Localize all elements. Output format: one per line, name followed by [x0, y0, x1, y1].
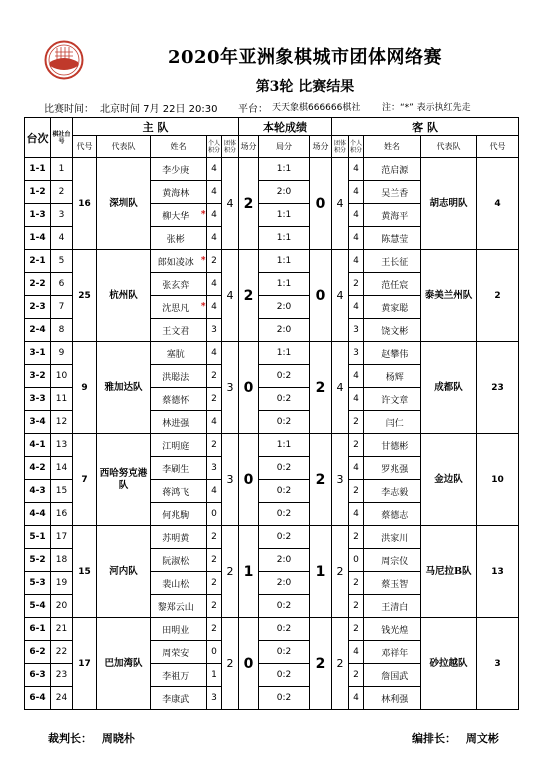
col-header-away: 客 队	[332, 118, 519, 136]
board-number: 5-2	[25, 549, 51, 572]
game-score: 0:2	[259, 480, 310, 503]
board-number: 6-3	[25, 664, 51, 687]
away-code: 2	[477, 250, 519, 342]
home-player-points: 2	[207, 526, 222, 549]
board-number: 2-2	[25, 273, 51, 296]
game-score: 0:2	[259, 687, 310, 710]
platform-label: 平台：	[238, 104, 268, 115]
home-team-score: 4	[222, 250, 239, 342]
board-number: 6-1	[25, 618, 51, 641]
col-header-indiv-score: 个人积分	[207, 136, 222, 158]
home-player-points: 3	[207, 319, 222, 342]
away-player-points: 2	[349, 572, 364, 595]
home-player-points: 2	[207, 618, 222, 641]
away-player-name: 范启源	[370, 158, 421, 181]
seat-number: 3	[51, 204, 73, 227]
board-number: 2-4	[25, 319, 51, 342]
home-team-score: 3	[222, 342, 239, 434]
away-player-points: 4	[349, 365, 364, 388]
away-team: 金边队	[421, 434, 477, 526]
home-player-name: 苏明黄	[151, 526, 201, 549]
col-header-round: 台次	[25, 118, 51, 158]
away-team-score: 4	[332, 250, 349, 342]
home-team: 深圳队	[97, 158, 151, 250]
game-score: 0:2	[259, 503, 310, 526]
seat-number: 15	[51, 480, 73, 503]
game-score: 0:2	[259, 388, 310, 411]
table-row	[25, 618, 519, 641]
col-header-match-score: 场分	[239, 136, 259, 158]
col-header-home: 主 队	[73, 118, 239, 136]
away-player-points: 4	[349, 687, 364, 710]
col-header-name: 姓名	[151, 136, 207, 158]
home-code: 9	[73, 342, 97, 434]
away-player-name: 许文章	[370, 388, 421, 411]
away-player-points: 2	[349, 526, 364, 549]
page-title: 2020年亚洲象棋城市团体网络赛	[167, 47, 443, 68]
board-number: 4-1	[25, 434, 51, 457]
home-player-points: 2	[207, 549, 222, 572]
home-first-move-mark: *	[201, 296, 207, 319]
results-table	[24, 117, 519, 710]
seat-number: 18	[51, 549, 73, 572]
board-number: 5-1	[25, 526, 51, 549]
game-score: 1:1	[259, 158, 310, 181]
col-header-name-away: 姓名	[364, 136, 421, 158]
home-player-name: 李康武	[151, 687, 201, 710]
col-header-team-score: 团体积分	[222, 136, 239, 158]
away-player-name: 饶文彬	[370, 319, 421, 342]
home-match-score: 2	[239, 158, 259, 250]
table-row	[25, 250, 519, 273]
away-player-points: 4	[349, 457, 364, 480]
col-header-code-away: 代号	[477, 136, 519, 158]
away-match-score: 1	[310, 526, 332, 618]
away-team-score: 4	[332, 342, 349, 434]
referee-signature	[48, 730, 135, 746]
seat-number: 13	[51, 434, 73, 457]
away-code: 13	[477, 526, 519, 618]
game-score: 0:2	[259, 595, 310, 618]
away-player-name: 邓祥年	[370, 641, 421, 664]
away-player-name: 甘德彬	[370, 434, 421, 457]
home-team: 雅加达队	[97, 342, 151, 434]
away-player-points: 2	[349, 618, 364, 641]
away-player-name: 杨辉	[370, 365, 421, 388]
arranger-label: 编排长：	[412, 732, 456, 745]
game-score: 1:1	[259, 434, 310, 457]
board-number: 6-4	[25, 687, 51, 710]
home-match-score: 0	[239, 342, 259, 434]
home-player-name: 阮淑松	[151, 549, 201, 572]
away-player-name: 洪家川	[370, 526, 421, 549]
away-player-name: 赵攀伟	[370, 342, 421, 365]
home-player-name: 何兆駒	[151, 503, 201, 526]
chess-city-logo	[44, 40, 84, 80]
seat-number: 11	[51, 388, 73, 411]
table-row	[25, 342, 519, 365]
col-header-game-score: 局分	[259, 136, 310, 158]
away-team-score: 4	[332, 158, 349, 250]
home-player-name: 张彬	[151, 227, 201, 250]
home-player-name: 黄海林	[151, 181, 201, 204]
col-header-indiv-score-away: 个人积分	[349, 136, 364, 158]
home-player-name: 江明庭	[151, 434, 201, 457]
game-score: 2:0	[259, 319, 310, 342]
board-number: 1-2	[25, 181, 51, 204]
home-player-points: 2	[207, 572, 222, 595]
board-number: 1-4	[25, 227, 51, 250]
game-score: 0:2	[259, 457, 310, 480]
home-player-name: 李少庚	[151, 158, 201, 181]
game-score: 2:0	[259, 296, 310, 319]
away-match-score: 2	[310, 434, 332, 526]
home-player-name: 蒋鸿飞	[151, 480, 201, 503]
game-score: 1:1	[259, 204, 310, 227]
seat-number: 7	[51, 296, 73, 319]
board-number: 6-2	[25, 641, 51, 664]
home-player-name: 李祖万	[151, 664, 201, 687]
board-number: 2-1	[25, 250, 51, 273]
away-player-points: 2	[349, 480, 364, 503]
seat-number: 22	[51, 641, 73, 664]
board-number: 4-4	[25, 503, 51, 526]
home-player-points: 2	[207, 388, 222, 411]
col-header-team-away: 代表队	[421, 136, 477, 158]
home-code: 17	[73, 618, 97, 710]
home-player-points: 4	[207, 227, 222, 250]
col-header-seat: 棋社台号	[51, 118, 73, 158]
away-player-points: 4	[349, 250, 364, 273]
away-code: 3	[477, 618, 519, 710]
away-player-points: 4	[349, 388, 364, 411]
game-score: 2:0	[259, 181, 310, 204]
away-player-points: 4	[349, 296, 364, 319]
home-team: 巴加湾队	[97, 618, 151, 710]
game-score: 1:1	[259, 273, 310, 296]
home-code: 15	[73, 526, 97, 618]
note-text: 注：“*” 表示执红先走	[382, 103, 471, 113]
away-match-score: 2	[310, 342, 332, 434]
away-player-points: 4	[349, 641, 364, 664]
home-first-move-mark: *	[201, 250, 207, 273]
home-player-points: 4	[207, 480, 222, 503]
home-player-name: 塞肮	[151, 342, 201, 365]
home-player-name: 裴山松	[151, 572, 201, 595]
page-subtitle: 第3轮 比赛结果	[255, 79, 355, 95]
home-player-points: 4	[207, 158, 222, 181]
home-first-move-mark: *	[201, 204, 207, 227]
away-player-points: 2	[349, 411, 364, 434]
away-player-name: 罗兆强	[370, 457, 421, 480]
game-score: 2:0	[259, 549, 310, 572]
seat-number: 16	[51, 503, 73, 526]
board-number: 1-1	[25, 158, 51, 181]
away-player-name: 闫仁	[370, 411, 421, 434]
away-player-points: 2	[349, 595, 364, 618]
referee-name: 周晓朴	[101, 732, 135, 745]
time-value: 北京时间 7月 22日 20:30	[100, 104, 218, 115]
home-player-points: 0	[207, 641, 222, 664]
board-number: 4-2	[25, 457, 51, 480]
home-player-name: 柳大华	[151, 204, 201, 227]
home-team: 西哈努克港队	[97, 434, 151, 526]
home-player-name: 张玄弈	[151, 273, 201, 296]
away-player-name: 詹国武	[370, 664, 421, 687]
away-player-points: 2	[349, 273, 364, 296]
home-player-name: 王文君	[151, 319, 201, 342]
time-label: 比赛时间：	[44, 104, 94, 115]
away-player-points: 4	[349, 158, 364, 181]
game-score: 1:1	[259, 227, 310, 250]
away-player-points: 2	[349, 664, 364, 687]
board-number: 5-4	[25, 595, 51, 618]
seat-number: 24	[51, 687, 73, 710]
col-header-result: 本轮成绩	[239, 118, 332, 136]
home-player-points: 2	[207, 434, 222, 457]
away-player-points: 4	[349, 204, 364, 227]
away-player-name: 王清白	[370, 595, 421, 618]
board-number: 3-4	[25, 411, 51, 434]
board-number: 2-3	[25, 296, 51, 319]
home-team-score: 2	[222, 618, 239, 710]
home-code: 7	[73, 434, 97, 526]
col-header-code: 代号	[73, 136, 97, 158]
home-player-name: 沈思凡	[151, 296, 201, 319]
away-player-name: 陈慧莹	[370, 227, 421, 250]
col-header-match-score-away: 场分	[310, 136, 332, 158]
seat-number: 17	[51, 526, 73, 549]
away-player-name: 王长征	[370, 250, 421, 273]
home-player-name: 李刷生	[151, 457, 201, 480]
away-code: 23	[477, 342, 519, 434]
away-team-score: 3	[332, 434, 349, 526]
home-player-points: 4	[207, 273, 222, 296]
away-player-name: 范任宸	[370, 273, 421, 296]
match-info	[0, 100, 550, 114]
away-team-score: 2	[332, 526, 349, 618]
away-player-name: 周宗仪	[370, 549, 421, 572]
seat-number: 23	[51, 664, 73, 687]
home-player-points: 2	[207, 595, 222, 618]
game-score: 0:2	[259, 664, 310, 687]
home-player-name: 黎郑云山	[151, 595, 201, 618]
home-player-name: 洪聪法	[151, 365, 201, 388]
home-player-points: 1	[207, 664, 222, 687]
away-code: 10	[477, 434, 519, 526]
seat-number: 12	[51, 411, 73, 434]
game-score: 0:2	[259, 618, 310, 641]
away-player-name: 吴兰香	[370, 181, 421, 204]
home-player-name: 蔡德怀	[151, 388, 201, 411]
away-player-points: 4	[349, 503, 364, 526]
home-player-points: 2	[207, 365, 222, 388]
game-score: 0:2	[259, 641, 310, 664]
away-player-name: 蔡德志	[370, 503, 421, 526]
seat-number: 19	[51, 572, 73, 595]
seat-number: 1	[51, 158, 73, 181]
away-team: 马尼拉B队	[421, 526, 477, 618]
arranger-name: 周文彬	[465, 732, 499, 745]
home-team-score: 4	[222, 158, 239, 250]
board-number: 3-1	[25, 342, 51, 365]
home-team-score: 3	[222, 434, 239, 526]
game-score: 2:0	[259, 572, 310, 595]
seat-number: 2	[51, 181, 73, 204]
away-team-score: 2	[332, 618, 349, 710]
home-team: 杭州队	[97, 250, 151, 342]
seat-number: 9	[51, 342, 73, 365]
seat-number: 10	[51, 365, 73, 388]
table-row	[25, 526, 519, 549]
home-player-points: 4	[207, 411, 222, 434]
home-code: 16	[73, 158, 97, 250]
referee-label: 裁判长：	[48, 732, 92, 745]
home-player-points: 3	[207, 687, 222, 710]
board-number: 4-3	[25, 480, 51, 503]
home-code: 25	[73, 250, 97, 342]
board-number: 3-2	[25, 365, 51, 388]
game-score: 1:1	[259, 250, 310, 273]
away-team: 泰美兰州队	[421, 250, 477, 342]
table-row	[25, 434, 519, 457]
home-team: 河内队	[97, 526, 151, 618]
game-score: 0:2	[259, 526, 310, 549]
game-score: 1:1	[259, 342, 310, 365]
home-player-points: 4	[207, 296, 222, 319]
away-player-points: 4	[349, 227, 364, 250]
seat-number: 6	[51, 273, 73, 296]
board-number: 5-3	[25, 572, 51, 595]
away-match-score: 0	[310, 250, 332, 342]
away-team: 砂拉越队	[421, 618, 477, 710]
game-score: 0:2	[259, 365, 310, 388]
arranger-signature	[412, 730, 499, 746]
home-match-score: 0	[239, 618, 259, 710]
table-row	[25, 158, 519, 181]
away-match-score: 2	[310, 618, 332, 710]
away-player-name: 李志毅	[370, 480, 421, 503]
board-number: 3-3	[25, 388, 51, 411]
home-player-points: 4	[207, 342, 222, 365]
board-number: 1-3	[25, 204, 51, 227]
home-player-name: 周荣安	[151, 641, 201, 664]
away-team: 成都队	[421, 342, 477, 434]
game-score: 0:2	[259, 411, 310, 434]
away-player-name: 钱光煌	[370, 618, 421, 641]
seat-number: 5	[51, 250, 73, 273]
away-player-points: 4	[349, 181, 364, 204]
away-player-points: 3	[349, 342, 364, 365]
away-player-name: 黄海平	[370, 204, 421, 227]
platform-value: 天天象棋666666棋社	[272, 103, 361, 113]
home-player-name: 林进强	[151, 411, 201, 434]
away-player-name: 蔡玉智	[370, 572, 421, 595]
away-team: 胡志明队	[421, 158, 477, 250]
seat-number: 8	[51, 319, 73, 342]
home-player-name: 田明业	[151, 618, 201, 641]
home-player-points: 4	[207, 181, 222, 204]
seat-number: 14	[51, 457, 73, 480]
away-match-score: 0	[310, 158, 332, 250]
home-player-points: 0	[207, 503, 222, 526]
away-player-points: 3	[349, 319, 364, 342]
seat-number: 21	[51, 618, 73, 641]
home-match-score: 1	[239, 526, 259, 618]
seat-number: 4	[51, 227, 73, 250]
home-player-points: 2	[207, 250, 222, 273]
away-player-name: 林利强	[370, 687, 421, 710]
away-player-points: 0	[349, 549, 364, 572]
away-code: 4	[477, 158, 519, 250]
home-player-points: 3	[207, 457, 222, 480]
away-player-points: 2	[349, 434, 364, 457]
col-header-team: 代表队	[97, 136, 151, 158]
home-match-score: 0	[239, 434, 259, 526]
away-player-name: 黄家聪	[370, 296, 421, 319]
home-team-score: 2	[222, 526, 239, 618]
home-player-name: 郎如凌冰	[151, 250, 201, 273]
home-player-points: 4	[207, 204, 222, 227]
home-match-score: 2	[239, 250, 259, 342]
seat-number: 20	[51, 595, 73, 618]
col-header-team-score-away: 团体积分	[332, 136, 349, 158]
